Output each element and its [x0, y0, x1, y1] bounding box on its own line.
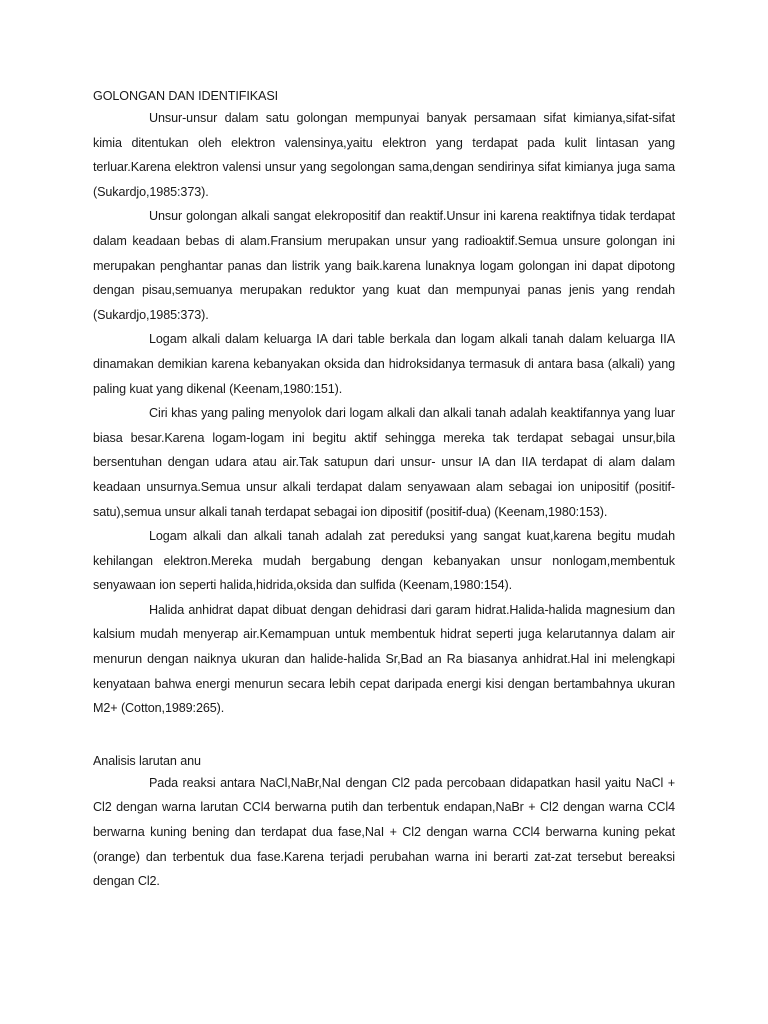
paragraph-5: Logam alkali dan alkali tanah adalah zat pereduksi yang sangat kuat,karena begitu mudah kehilangan elektron.Mereka mudah bergabung dengan kebanyakan unsur nonlogam,membentuk senyawaan ion seperti halida,hidrida,oksida dan sulfida (Keenam,1980:154). [93, 529, 675, 593]
document-title: GOLONGAN DAN IDENTIFIKASI [93, 89, 279, 103]
section-paragraph-1: Pada reaksi antara NaCl,NaBr,NaI dengan Cl2 pada percobaan didapatkan hasil yaitu NaCl + Cl2 dengan warna larutan CCl4 berwarna putih dan terbentuk endapan,NaBr + Cl2 dengan warna CCl4 berwarna kuning bening dan terdapat dua fase,NaI + Cl2 dengan warna CCl4 berwarna kuning pekat (orange) dan terbentuk dua fase.Karena terjadi perubahan warna ini berarti zat-zat tersebut bereaksi dengan Cl2. [93, 775, 675, 889]
document-body [93, 86, 675, 894]
paragraph-6: Halida anhidrat dapat dibuat dengan dehidrasi dari garam hidrat.Halida-halida magnesium dan kalsium mudah menyerap air.Kemampuan untuk membentuk hidrat seperti juga kelarutannya dalam air menurun dengan naiknya ukuran dan halide-halida Sr,Bad an Ra biasanya anhidrat.Hal ini melengkapi kenyataan bahwa energi menurun secara lebih cepat daripada energi kisi dengan bertambahnya ukuran M2+ (Cotton,1989:265). [93, 602, 675, 716]
paragraph-1: Unsur-unsur dalam satu golongan mempunyai banyak persamaan sifat kimianya,sifat-sifat kimia ditentukan oleh elektron valensinya,yaitu elektron yang terdapat pada kulit lintasan yang terluar.Karena elektron valensi unsur yang segolongan sama,dengan sendirinya sifat kimianya juga sama (Sukardjo,1985:373). [93, 111, 675, 199]
section-heading-analisis: Analisis larutan anu [93, 753, 201, 768]
paragraph-3: Logam alkali dalam keluarga IA dari table berkala dan logam alkali tanah dalam keluarga IIA dinamakan demikian karena kebanyakan oksida dan hidroksidanya termasuk di antara basa (alkali) yang paling kuat yang dikenal (Keenam,1980:151). [93, 332, 675, 396]
paragraph-4: Ciri khas yang paling menyolok dari logam alkali dan alkali tanah adalah keaktifannya yang luar biasa besar.Karena logam-logam ini begitu aktif sehingga mereka tak terdapat sebagai unsur,bila bersentuhan dengan udara atau air.Tak satupun dari unsur- unsur IA dan IIA terdapat di alam dalam keadaan unsurnya.Semua unsur alkali terdapat dalam senyawaan alam sebagai ion unipositif (positif-satu),semua unsur alkali tanah terdapat sebagai ion dipositif (positif-dua) (Keenam,1980:153). [93, 406, 675, 519]
paragraph-2: Unsur golongan alkali sangat elekropositif dan reaktif.Unsur ini karena reaktifnya tidak terdapat dalam keadaan bebas di alam.Fransium merupakan unsur yang radioaktif.Semua unsure golongan ini merupakan penghantar panas dan listrik yang baik.karena lunaknya logam golongan ini dapat dipotong dengan pisau,semuanya merupakan reduktor yang kuat dan mempunyai panas jenis yang rendah (Sukardjo,1985:373). [93, 209, 675, 322]
